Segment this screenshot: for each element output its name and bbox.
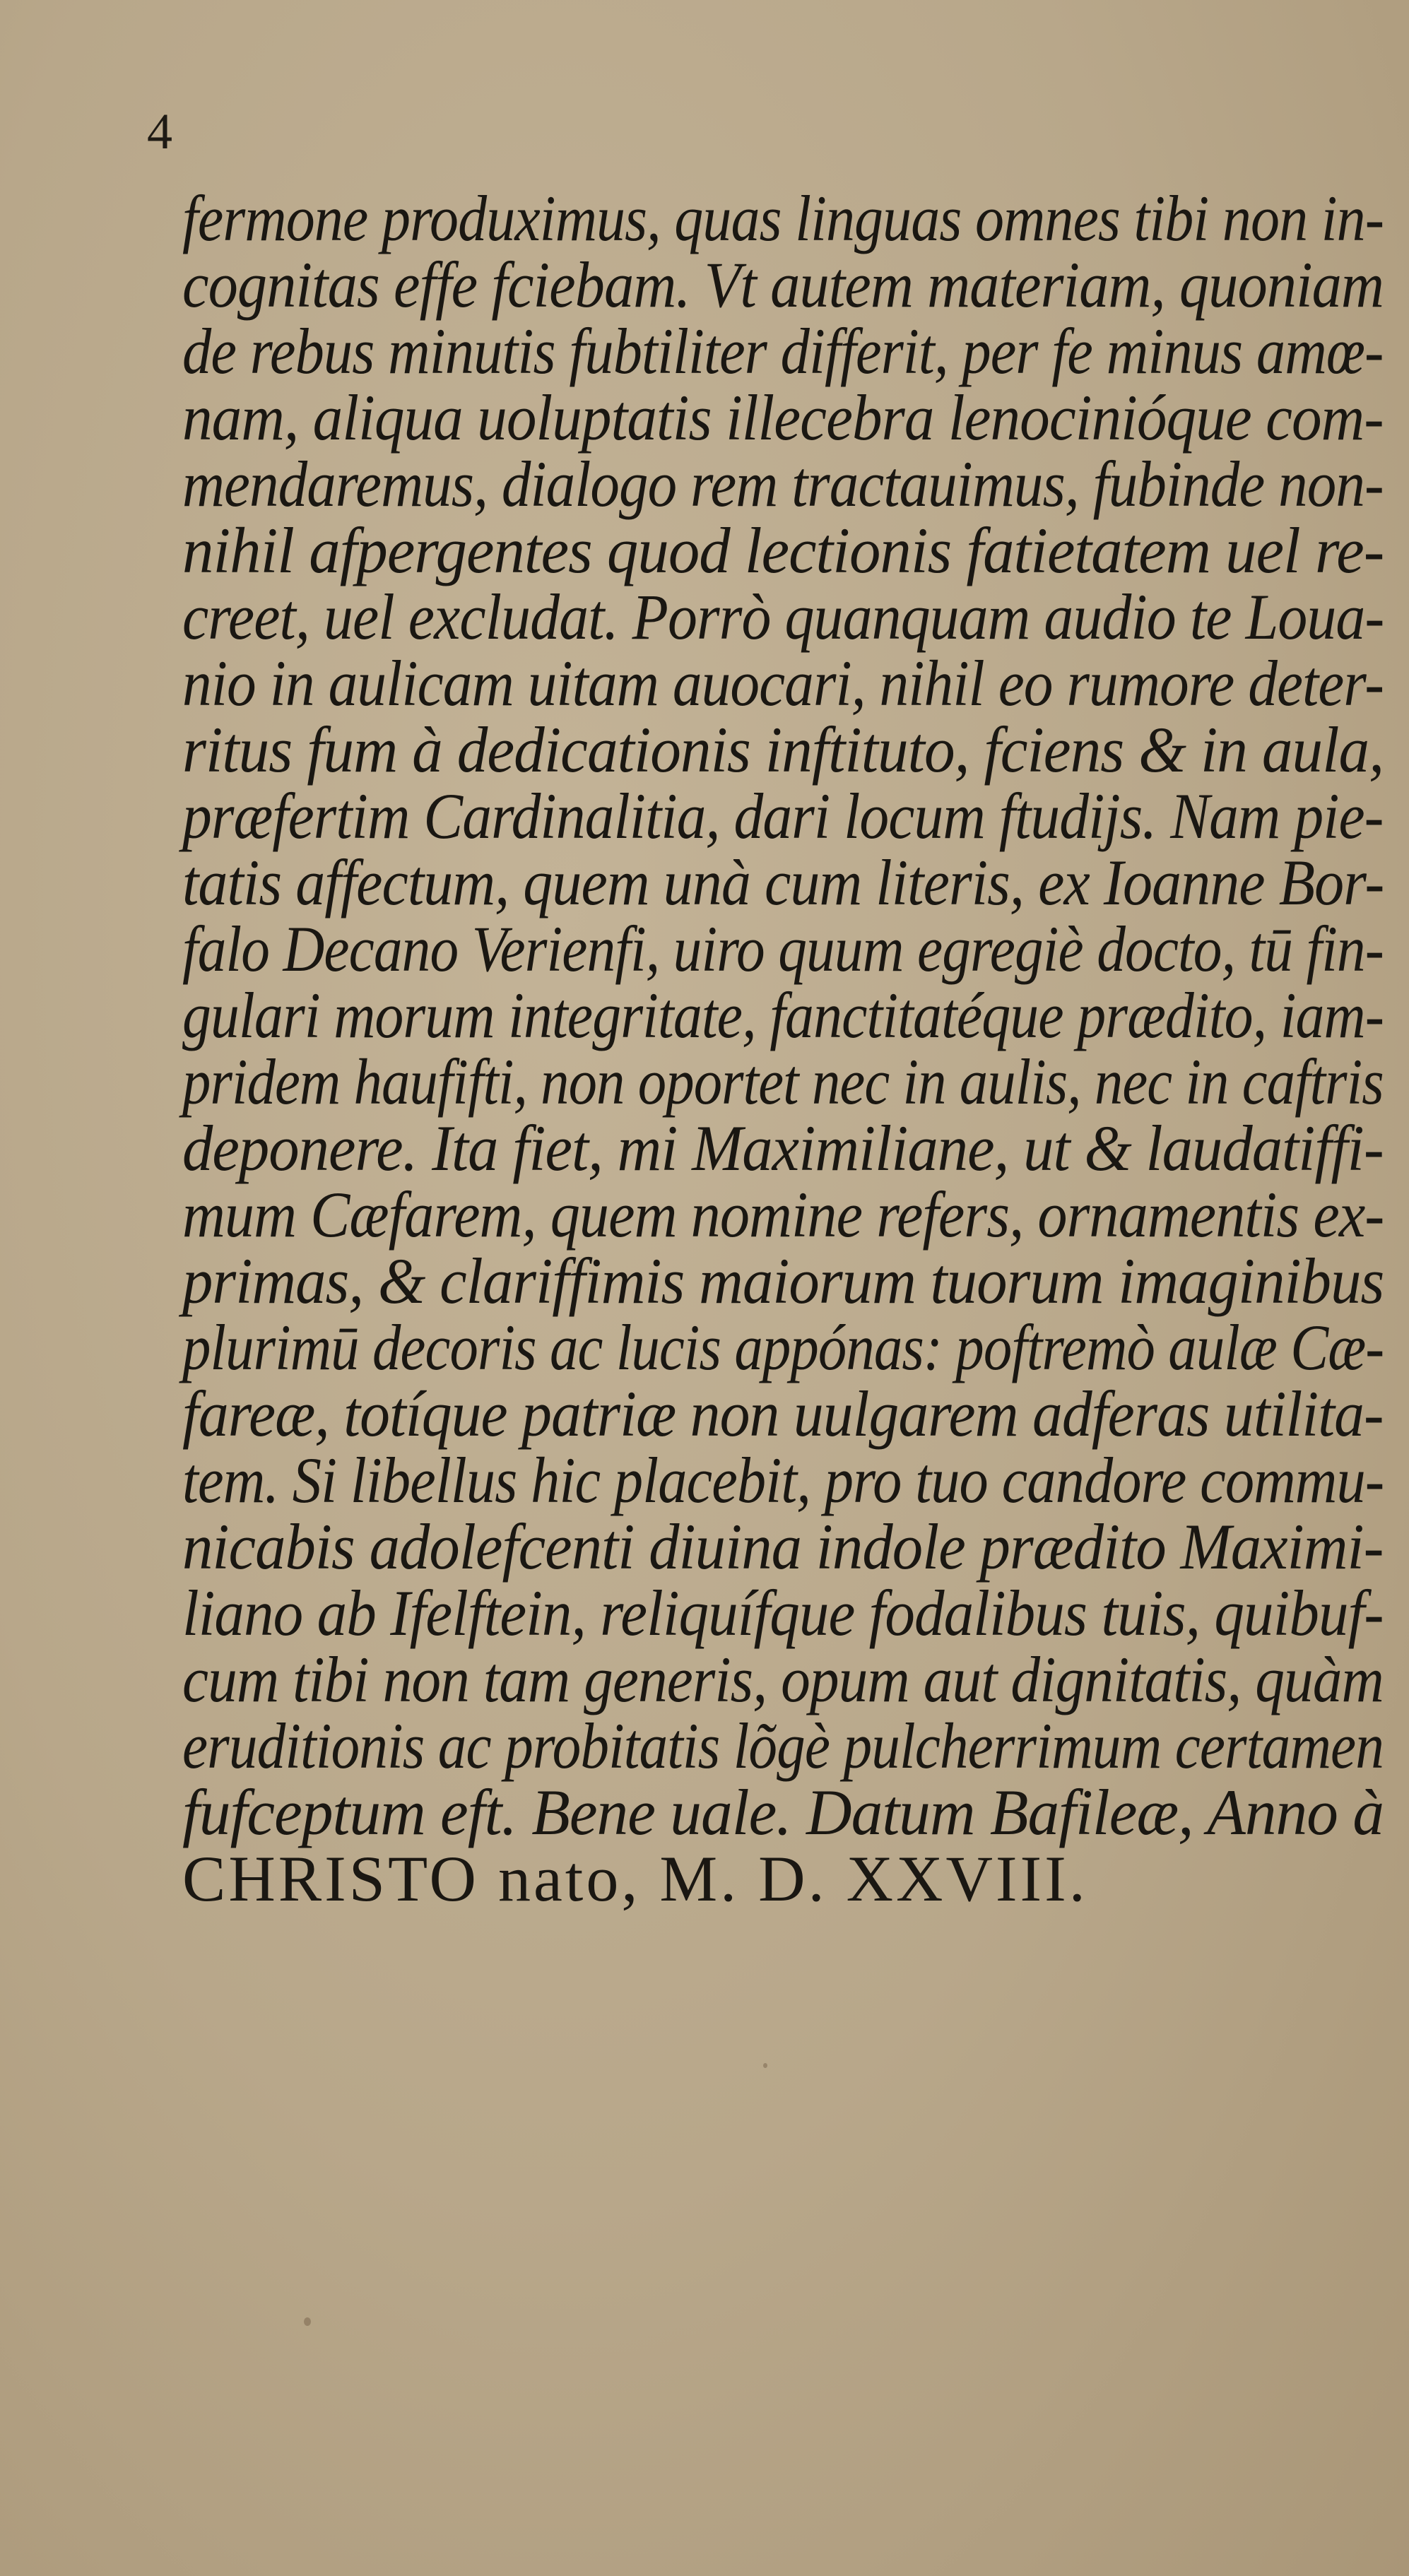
text-line: eruditionis ac probitatis lõgè pulcherrimum certamen	[182, 1710, 1384, 1782]
text-line: nihil afpergentes quod lectionis fatietatem uel re-	[182, 514, 1384, 586]
text-line: deponere. Ita fiet, mi Maximiliane, ut & laudatiffi-	[182, 1112, 1384, 1184]
text-line: liano ab Ifelftein, reliquífque fodalibus tuis, quibuf-	[182, 1577, 1384, 1649]
text-line: fermone produximus, quas linguas omnes tibi non in-	[182, 182, 1384, 254]
text-line: ritus fum à dedicationis inftituto, fciens & in aula,	[182, 714, 1384, 786]
text-line: tem. Si libellus hic placebit, pro tuo candore commu-	[182, 1444, 1384, 1516]
text-line: pridem haufifti, non oportet nec in aulis, nec in caftris	[182, 1046, 1384, 1118]
text-line: de rebus minutis fubtiliter differit, per fe minus amœ-	[182, 315, 1384, 387]
closing-date-line: CHRISTO nato, M. D. XXVIII.	[182, 1843, 1088, 1915]
text-line: tatis affectum, quem unà cum literis, ex Ioanne Bor-	[182, 846, 1384, 918]
text-line: plurimū decoris ac lucis appónas: poftremò aulæ Cæ-	[182, 1311, 1384, 1383]
text-line: falo Decano Verienfi, uiro quum egregiè docto, tū fin-	[182, 913, 1384, 985]
text-line: mum Cæfarem, quem nomine refers, ornamentis ex-	[182, 1178, 1384, 1251]
text-line: mendaremus, dialogo rem tractauimus, fubinde non-	[182, 448, 1384, 520]
text-line: cum tibi non tam generis, opum aut dignitatis, quàm	[182, 1643, 1384, 1715]
text-line: cognitas effe fciebam. Vt autem materiam, quoniam	[182, 249, 1384, 321]
text-line: fareæ, totíque patriæ non uulgarem adferas utilita-	[182, 1378, 1384, 1450]
paper-speck	[763, 2063, 767, 2068]
text-line: nio in aulicam uitam auocari, nihil eo rumore deter-	[182, 647, 1384, 719]
text-line: nicabis adolefcenti diuina indole prædito Maximi-	[182, 1511, 1384, 1583]
text-line: primas, & clariffimis maiorum tuorum imaginibus	[182, 1245, 1384, 1317]
text-line: gulari morum integritate, fanctitatéque prædito, iam-	[182, 979, 1384, 1051]
body-text	[182, 182, 1384, 1915]
paper-speck	[304, 2317, 311, 2326]
text-line: nam, aliqua uoluptatis illecebra lenocinióque com-	[182, 382, 1384, 454]
text-line: fufceptum eft. Bene uale. Datum Bafileæ, Anno à	[182, 1776, 1384, 1848]
text-line: præfertim Cardinalitia, dari locum ftudijs. Nam pie-	[182, 780, 1384, 852]
page-number: 4	[147, 103, 172, 160]
text-line: creet, uel excludat. Porrò quanquam audio te Loua-	[182, 581, 1384, 653]
